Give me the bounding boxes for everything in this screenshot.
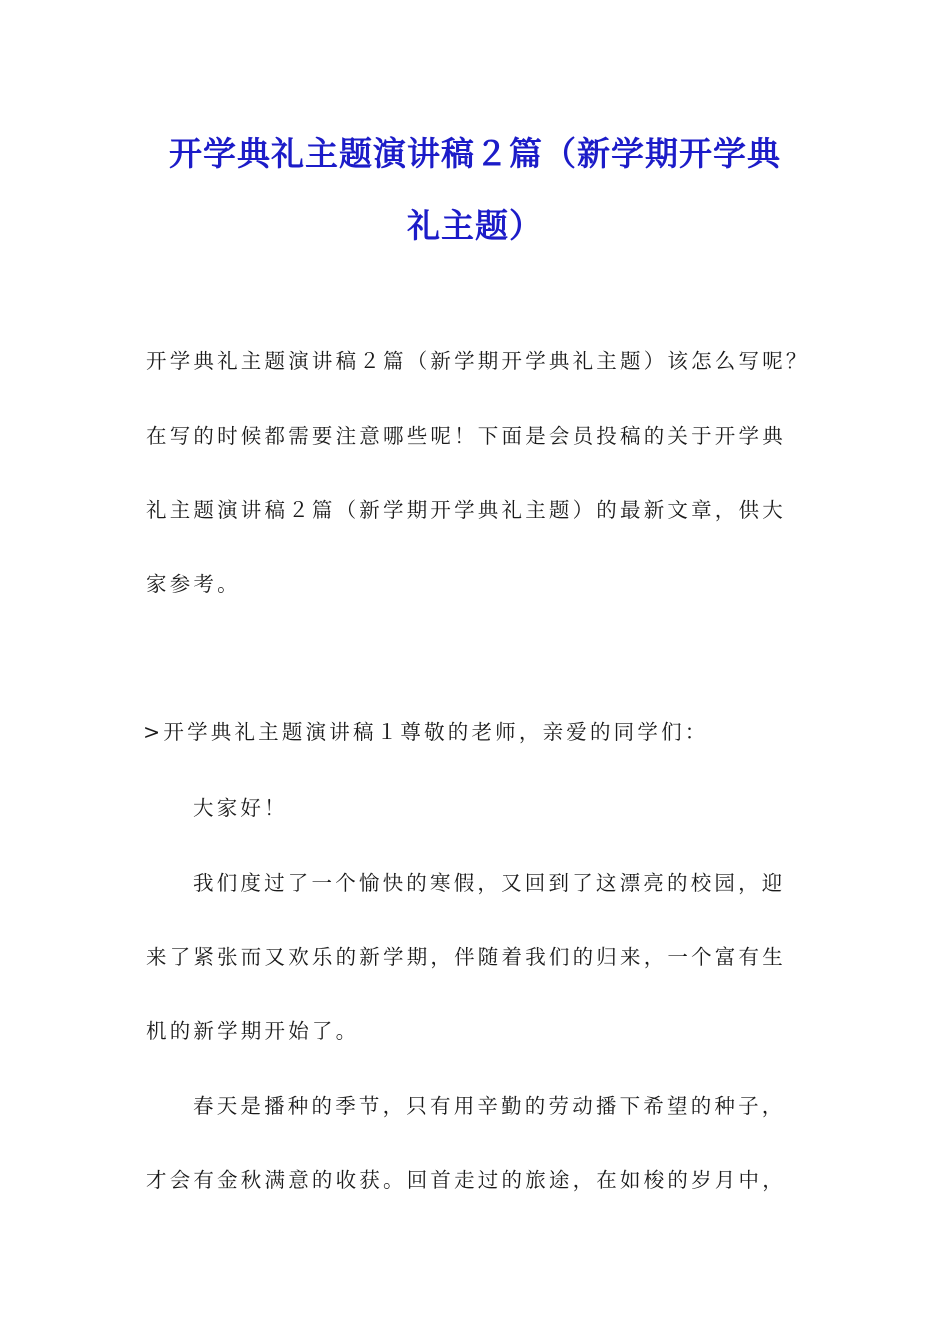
- greeting-line: 大家好！: [193, 796, 288, 820]
- intro-line-1: 开学典礼主题演讲稿２篇（新学期开学典礼主题）该怎么写呢？: [146, 349, 810, 373]
- intro-line-3: 礼主题演讲稿２篇（新学期开学典礼主题）的最新文章，供大: [146, 498, 786, 522]
- paragraph-1-line-1: 我们度过了一个愉快的寒假，又回到了这漂亮的校园，迎: [193, 871, 786, 895]
- paragraph-2-line-1: 春天是播种的季节，只有用辛勤的劳动播下希望的种子，: [193, 1094, 786, 1118]
- document-title-line-2: 礼主题）: [407, 206, 543, 245]
- paragraph-1-line-2: 来了紧张而又欢乐的新学期，伴随着我们的归来，一个富有生: [146, 945, 786, 969]
- paragraph-2-line-2: 才会有金秋满意的收获。回首走过的旅途，在如梭的岁月中，: [146, 1168, 786, 1192]
- document-title-line-1: 开学典礼主题演讲稿２篇（新学期开学典: [169, 134, 781, 173]
- paragraph-1-line-3: 机的新学期开始了。: [146, 1019, 360, 1043]
- section-heading: >开学典礼主题演讲稿１尊敬的老师，亲爱的同学们：: [143, 720, 709, 744]
- intro-line-4: 家参考。: [146, 572, 241, 596]
- intro-line-2: 在写的时候都需要注意哪些呢！下面是会员投稿的关于开学典: [146, 424, 786, 448]
